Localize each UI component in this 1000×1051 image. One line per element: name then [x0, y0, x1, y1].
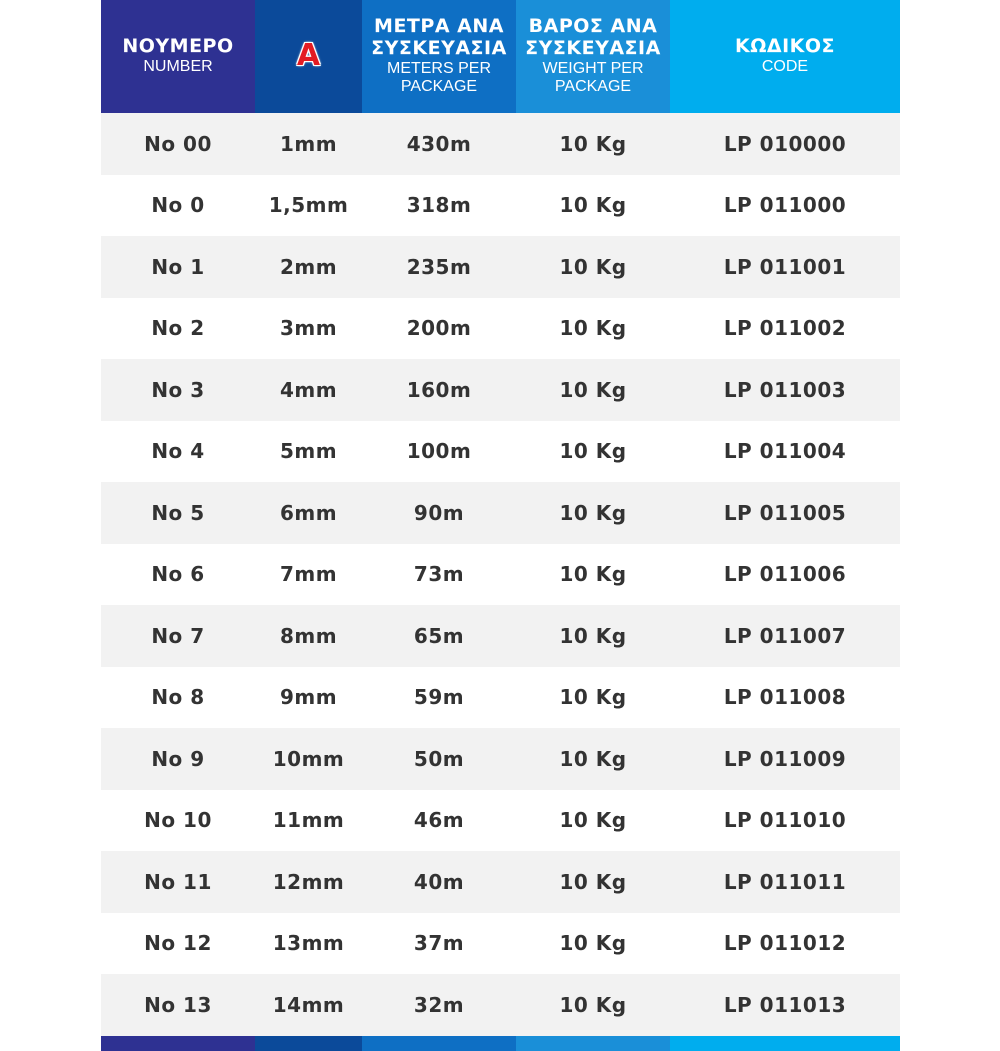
- table-row: [101, 790, 900, 852]
- cell-number: No 4: [151, 439, 205, 464]
- cell-meters: 235m: [406, 254, 472, 279]
- cell-code: LP 011013: [723, 992, 847, 1017]
- header-weight: [516, 0, 670, 113]
- table-body: [101, 113, 900, 1036]
- cell-weight: 10 Kg: [559, 931, 627, 956]
- cell-size: 8mm: [279, 623, 338, 648]
- cell-meters: 73m: [413, 562, 465, 587]
- footer-segment-5: [670, 1036, 900, 1051]
- cell-weight: 10 Kg: [559, 131, 627, 156]
- cell-number: No 11: [144, 869, 212, 894]
- cell-number: No 6: [151, 562, 205, 587]
- cell-number: No 2: [151, 316, 205, 341]
- cell-code: LP 011005: [723, 500, 847, 525]
- cell-meters: 37m: [413, 931, 465, 956]
- table-header: [101, 0, 900, 113]
- footer-segment-3: [362, 1036, 516, 1051]
- cell-size: 2mm: [279, 254, 338, 279]
- table-row: [101, 913, 900, 975]
- cell-meters: 59m: [413, 685, 465, 710]
- cell-weight: 10 Kg: [559, 254, 627, 279]
- cell-size: 12mm: [272, 869, 345, 894]
- header-meters-greek-1: ΜΕΤΡΑ ΑΝΑ: [374, 15, 504, 38]
- cell-code: LP 011003: [723, 377, 847, 402]
- cell-meters: 100m: [406, 439, 472, 464]
- cell-code: LP 011009: [723, 746, 847, 771]
- cell-size: 11mm: [272, 808, 345, 833]
- cell-size: 7mm: [279, 562, 338, 587]
- cell-meters: 40m: [413, 869, 465, 894]
- header-code: [670, 0, 900, 113]
- header-meters: [362, 0, 516, 113]
- cell-weight: 10 Kg: [559, 746, 627, 771]
- header-meters-greek-2: ΣΥΣΚΕΥΑΣΙΑ: [371, 37, 507, 60]
- cell-meters: 90m: [413, 500, 465, 525]
- cell-meters: 32m: [413, 992, 465, 1017]
- header-number-greek: ΝΟΥΜΕΡΟ: [122, 35, 234, 58]
- header-weight-english-2: PACKAGE: [554, 78, 632, 96]
- cell-number: No 13: [144, 992, 212, 1017]
- cell-code: LP 011012: [723, 931, 847, 956]
- table-row: [101, 298, 900, 360]
- cell-meters: 318m: [406, 193, 472, 218]
- footer-segment-1: [101, 1036, 255, 1051]
- header-a: [255, 0, 362, 113]
- cell-weight: 10 Kg: [559, 685, 627, 710]
- cell-code: LP 011008: [723, 685, 847, 710]
- footer-segment-2: [255, 1036, 362, 1051]
- table-row: [101, 236, 900, 298]
- cell-size: 13mm: [272, 931, 345, 956]
- cell-meters: 160m: [406, 377, 472, 402]
- header-code-greek: ΚΩΔΙΚΟΣ: [734, 35, 835, 58]
- cell-number: No 12: [144, 931, 212, 956]
- footer-segment-4: [516, 1036, 670, 1051]
- header-a-label: A: [296, 38, 321, 74]
- cell-weight: 10 Kg: [559, 623, 627, 648]
- cell-code: LP 011006: [723, 562, 847, 587]
- table-row: [101, 421, 900, 483]
- cell-number: No 10: [144, 808, 212, 833]
- cell-number: No 5: [151, 500, 205, 525]
- cell-weight: 10 Kg: [559, 808, 627, 833]
- header-number: [101, 0, 255, 113]
- cell-meters: 200m: [406, 316, 472, 341]
- cell-meters: 46m: [413, 808, 465, 833]
- cell-weight: 10 Kg: [559, 193, 627, 218]
- header-weight-greek-1: ΒΑΡΟΣ ΑΝΑ: [528, 15, 658, 38]
- cell-number: No 3: [151, 377, 205, 402]
- header-number-english: NUMBER: [143, 58, 213, 76]
- table-row: [101, 175, 900, 237]
- cell-code: LP 010000: [723, 131, 847, 156]
- cell-weight: 10 Kg: [559, 562, 627, 587]
- table-row: [101, 851, 900, 913]
- header-meters-english-1: METERS PER: [386, 59, 491, 77]
- cell-meters: 65m: [413, 623, 465, 648]
- cell-weight: 10 Kg: [559, 869, 627, 894]
- cell-size: 9mm: [279, 685, 338, 710]
- table-row: [101, 728, 900, 790]
- cell-size: 1,5mm: [268, 193, 349, 218]
- cell-code: LP 011004: [723, 439, 847, 464]
- cell-weight: 10 Kg: [559, 316, 627, 341]
- cell-code: LP 011002: [723, 316, 847, 341]
- cell-size: 1mm: [279, 131, 338, 156]
- table-row: [101, 544, 900, 606]
- cell-meters: 430m: [406, 131, 472, 156]
- cell-meters: 50m: [413, 746, 465, 771]
- header-meters-english-2: PACKAGE: [400, 78, 478, 96]
- header-weight-english-1: WEIGHT PER: [542, 59, 644, 77]
- product-spec-table: [101, 0, 900, 1051]
- cell-size: 4mm: [279, 377, 338, 402]
- cell-number: No 9: [151, 746, 205, 771]
- cell-code: LP 011000: [723, 193, 847, 218]
- header-code-english: CODE: [761, 58, 809, 76]
- cell-weight: 10 Kg: [559, 377, 627, 402]
- cell-code: LP 011010: [723, 808, 847, 833]
- cell-number: No 7: [151, 623, 205, 648]
- cell-weight: 10 Kg: [559, 500, 627, 525]
- cell-number: No 0: [151, 193, 205, 218]
- cell-code: LP 011001: [723, 254, 847, 279]
- cell-weight: 10 Kg: [559, 439, 627, 464]
- cell-weight: 10 Kg: [559, 992, 627, 1017]
- cell-size: 6mm: [279, 500, 338, 525]
- cell-code: LP 011007: [723, 623, 847, 648]
- table-row: [101, 605, 900, 667]
- table-row: [101, 667, 900, 729]
- table-row: [101, 974, 900, 1036]
- cell-size: 14mm: [272, 992, 345, 1017]
- table-row: [101, 113, 900, 175]
- cell-size: 10mm: [272, 746, 345, 771]
- cell-number: No 8: [151, 685, 205, 710]
- header-weight-greek-2: ΣΥΣΚΕΥΑΣΙΑ: [525, 37, 661, 60]
- cell-number: No 00: [144, 131, 212, 156]
- table-row: [101, 482, 900, 544]
- cell-size: 3mm: [279, 316, 338, 341]
- table-row: [101, 359, 900, 421]
- cell-number: No 1: [151, 254, 205, 279]
- cell-code: LP 011011: [723, 869, 847, 894]
- cell-size: 5mm: [279, 439, 338, 464]
- table-footer-bar: [101, 1036, 900, 1051]
